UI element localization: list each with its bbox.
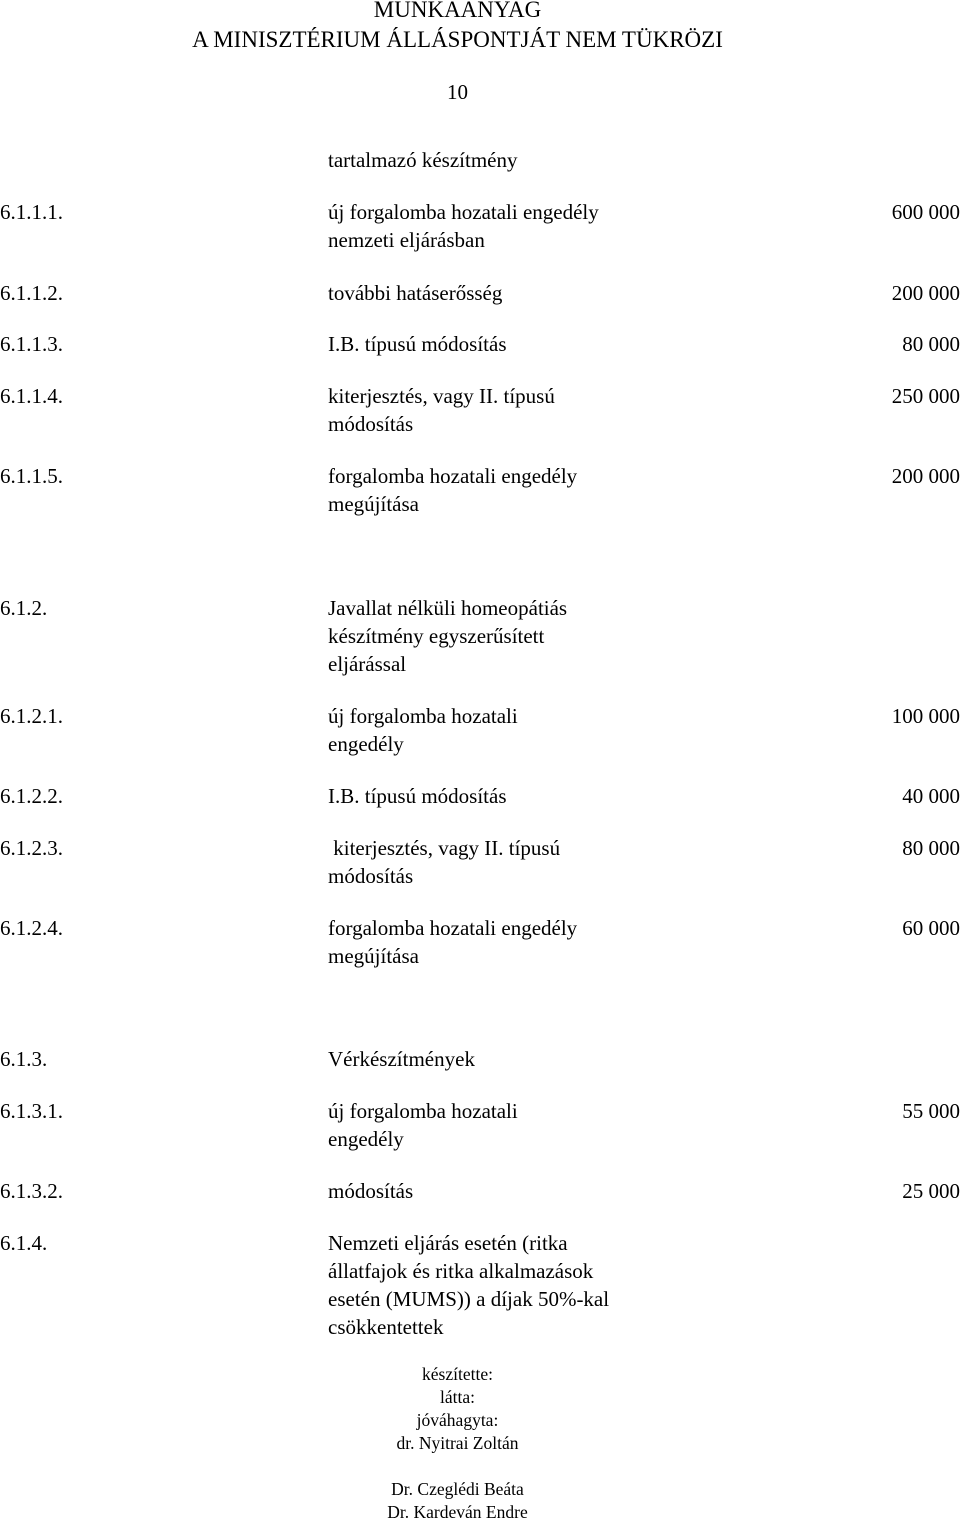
- row-code: 6.1.1.3.: [0, 332, 63, 356]
- row-description: módosítás: [328, 1179, 414, 1203]
- row-description: kiterjesztés, vagy II. típusú módosítás: [328, 836, 566, 888]
- row-description: I.B. típusú módosítás: [328, 784, 507, 808]
- row-code: 6.1.3.2.: [0, 1179, 63, 1203]
- row-code: 6.1.1.2.: [0, 281, 63, 305]
- row-amount: 600 000: [891, 200, 960, 224]
- row-amount: 100 000: [891, 704, 960, 728]
- row-description: Javallat nélküli homeopátiás készítmény egyszerűsített eljárással: [328, 596, 568, 676]
- watermark-title: MUNKAANYAG: [373, 0, 542, 22]
- row-amount: 40 000: [902, 784, 960, 808]
- row-code: 6.1.1.1.: [0, 200, 63, 224]
- row-code: 6.1.3.1.: [0, 1099, 63, 1123]
- row-description: Nemzeti eljárás esetén (ritka állatfajok és ritka alkalmazások esetén (MUMS)) a díjak 50%-kal csökkentettek: [328, 1231, 610, 1339]
- lead-text: tartalmazó készítmény: [328, 148, 518, 172]
- row-amount: 55 000: [902, 1099, 960, 1123]
- footer-name-1: dr. Nyitrai Zoltán: [396, 1433, 519, 1453]
- row-amount: 60 000: [902, 916, 960, 940]
- row-code: 6.1.2.4.: [0, 916, 63, 940]
- row-description: további hatáserősség: [328, 281, 503, 305]
- footer-name-2: Dr. Czeglédi Beáta: [391, 1479, 524, 1499]
- row-description: forgalomba hozatali engedély megújítása: [328, 916, 578, 968]
- watermark-subtitle: A MINISZTÉRIUM ÁLLÁSPONTJÁT NEM TÜKRÖZI: [192, 27, 723, 52]
- row-description: Vérkészítmények: [328, 1047, 475, 1071]
- row-code: 6.1.2.2.: [0, 784, 63, 808]
- row-code: 6.1.3.: [0, 1047, 48, 1071]
- row-description: új forgalomba hozatali engedély: [328, 1099, 518, 1151]
- row-amount: 80 000: [902, 332, 960, 356]
- footer-prepared-label: készítette:: [422, 1364, 493, 1384]
- row-description: új forgalomba hozatali engedély nemzeti eljárásban: [328, 200, 599, 252]
- row-code: 6.1.1.5.: [0, 464, 63, 488]
- row-amount: 80 000: [902, 836, 960, 860]
- row-code: 6.1.4.: [0, 1231, 48, 1255]
- row-code: 6.1.2.1.: [0, 704, 63, 728]
- row-amount: 250 000: [891, 384, 960, 408]
- row-amount: 200 000: [891, 464, 960, 488]
- row-description: I.B. típusú módosítás: [328, 332, 507, 356]
- row-description: forgalomba hozatali engedély megújítása: [328, 464, 578, 516]
- row-code: 6.1.2.3.: [0, 836, 63, 860]
- page-number: 10: [447, 80, 468, 104]
- row-description: kiterjesztés, vagy II. típusú módosítás: [328, 384, 555, 436]
- row-code: 6.1.1.4.: [0, 384, 63, 408]
- row-amount: 200 000: [891, 281, 960, 305]
- row-amount: 25 000: [902, 1179, 960, 1203]
- footer-name-3: Dr. Kardeván Endre: [387, 1502, 528, 1522]
- row-description: új forgalomba hozatali engedély: [328, 704, 518, 756]
- footer-seen-label: látta:: [440, 1387, 475, 1407]
- footer-approved-label: jóváhagyta:: [416, 1410, 499, 1430]
- row-code: 6.1.2.: [0, 596, 48, 620]
